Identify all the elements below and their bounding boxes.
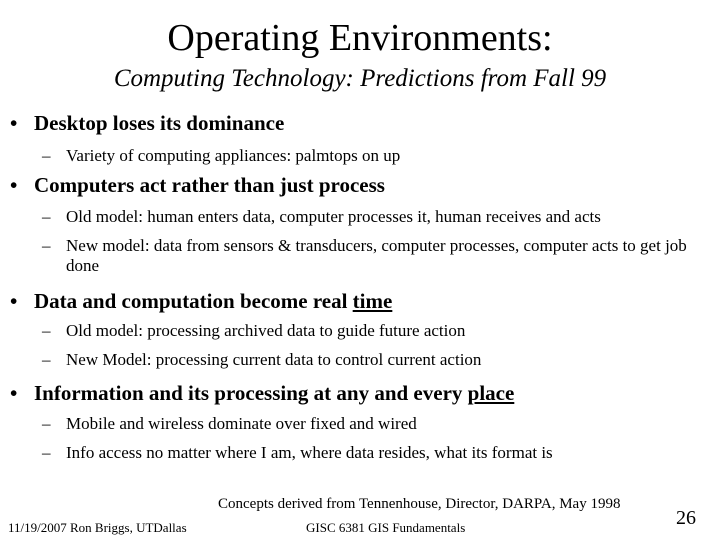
sub-bullet-text: Mobile and wireless dominate over fixed and wired — [66, 414, 417, 433]
bullet-text-underlined: time — [352, 289, 393, 313]
sub-bullet-marker: – — [42, 321, 51, 340]
sub-bullet-text: New model: data from sensors & transducers, computer processes, computer acts to get job done — [66, 236, 687, 275]
sub-bullet-text: Old model: processing archived data to guide future action — [66, 321, 466, 340]
bullet-text-plain: Information and its processing at any and every — [34, 381, 468, 405]
bullet-text: Desktop loses its dominance — [34, 111, 285, 135]
bullet-text — [34, 288, 392, 314]
sub-bullet-marker: – — [42, 443, 51, 462]
bullet-marker: • — [10, 289, 18, 313]
sub-bullet-marker: – — [42, 350, 51, 369]
sub-bullet-marker: – — [42, 414, 51, 433]
slide-subtitle: Computing Technology: Predictions from Fall 99 — [113, 65, 607, 92]
bullet-marker: • — [10, 111, 18, 135]
sub-bullet-marker: – — [42, 146, 51, 165]
source-credit: Concepts derived from Tennenhouse, Director, DARPA, May 1998 — [218, 496, 621, 512]
footer-course: GISC 6381 GIS Fundamentals — [306, 520, 466, 535]
bullet-text — [34, 380, 514, 406]
bullet-marker: • — [10, 381, 18, 405]
sub-bullet-text: New Model: processing current data to control current action — [66, 350, 482, 369]
sub-bullet-marker: – — [42, 236, 51, 255]
sub-bullet-text: Info access no matter where I am, where data resides, what its format is — [66, 443, 553, 462]
page-number: 26 — [676, 507, 696, 529]
bullet-text-underlined: place — [467, 381, 515, 405]
footer-date-author: 11/19/2007 Ron Briggs, UTDallas — [8, 520, 187, 535]
sub-bullet-marker: – — [42, 207, 51, 226]
bullet-text: Computers act rather than just process — [34, 173, 385, 197]
sub-bullet-text: Variety of computing appliances: palmtops on up — [66, 146, 401, 165]
bullet-text-plain: Data and computation become real — [34, 289, 353, 313]
sub-bullet-text: Old model: human enters data, computer processes it, human receives and acts — [66, 207, 601, 226]
bullet-marker: • — [10, 173, 18, 197]
slide-title: Operating Environments: — [167, 17, 553, 59]
